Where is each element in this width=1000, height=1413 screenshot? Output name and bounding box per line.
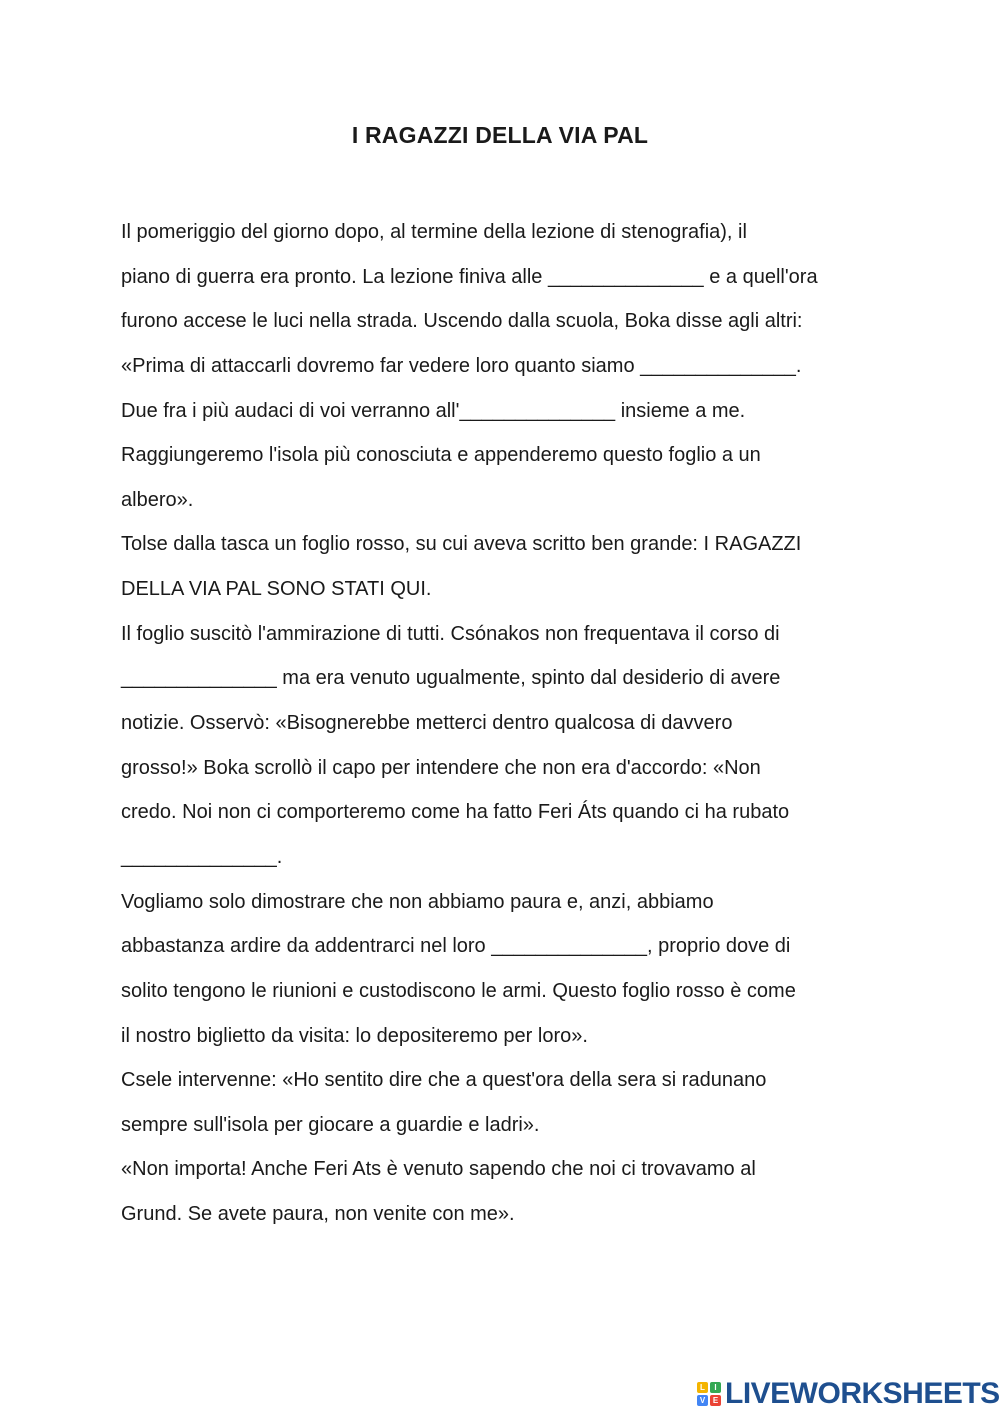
text-line: Csele intervenne: «Ho sentito dire che a quest'ora della sera si radunano [121, 1069, 767, 1092]
text-line: credo. Noi non ci comporteremo come ha fatto Feri Áts quando ci ha rubato [121, 801, 790, 824]
text-line: Raggiungeremo l'isola più conosciuta e appenderemo questo foglio a un [121, 444, 761, 467]
text-line: ______________ ma era venuto ugualmente, spinto dal desiderio di avere [121, 667, 781, 690]
text-line: abbastanza ardire da addentrarci nel loro ______________, proprio dove di [121, 935, 791, 958]
text-line: DELLA VIA PAL SONO STATI QUI. [121, 578, 432, 601]
text-line: Tolse dalla tasca un foglio rosso, su cui aveva scritto ben grande: I RAGAZZI [121, 533, 802, 556]
logo-letter-v: V [697, 1395, 708, 1406]
text-line: Due fra i più audaci di voi verranno all'______________ insieme a me. [121, 399, 746, 422]
logo-letter-e: E [710, 1395, 721, 1406]
text-line: piano di guerra era pronto. La lezione finiva alle ______________ e a quell'ora [121, 265, 818, 288]
text-line: albero». [121, 488, 194, 511]
text-line: il nostro biglietto da visita: lo depositeremo per loro». [121, 1024, 588, 1047]
text-line: «Non importa! Anche Feri Ats è venuto sapendo che noi ci trovavamo al [121, 1158, 756, 1181]
text-line: Vogliamo solo dimostrare che non abbiamo paura e, anzi, abbiamo [121, 890, 714, 913]
text-line: Il pomeriggio del giorno dopo, al termine della lezione di stenografia), il [121, 221, 747, 243]
logo-text: LIVEWORKSHEETS [725, 1377, 1000, 1410]
logo-icon [697, 1382, 721, 1406]
story-text [121, 210, 881, 1237]
worksheet-title: I RAGAZZI DELLA VIA PAL [351, 122, 649, 148]
text-line: sempre sull'isola per giocare a guardie e ladri». [121, 1113, 540, 1136]
text-line: solito tengono le riunioni e custodiscono le armi. Questo foglio rosso è come [121, 979, 796, 1002]
text-line: notizie. Osservò: «Bisognerebbe metterci dentro qualcosa di davvero [121, 712, 733, 735]
text-line: ______________. [121, 845, 283, 868]
text-line: furono accese le luci nella strada. Uscendo dalla scuola, Boka disse agli altri: [121, 310, 803, 333]
text-line: Grund. Se avete paura, non venite con me». [121, 1203, 515, 1226]
liveworksheets-logo [697, 1377, 1000, 1411]
text-line: «Prima di attaccarli dovremo far vedere loro quanto siamo ______________. [121, 354, 802, 377]
logo-letter-i: I [710, 1382, 721, 1393]
logo-letter-l: L [697, 1382, 708, 1393]
text-line: grosso!» Boka scrollò il capo per intendere che non era d'accordo: «Non [121, 756, 761, 779]
text-line: Il foglio suscitò l'ammirazione di tutti. Csónakos non frequentava il corso di [121, 622, 780, 645]
